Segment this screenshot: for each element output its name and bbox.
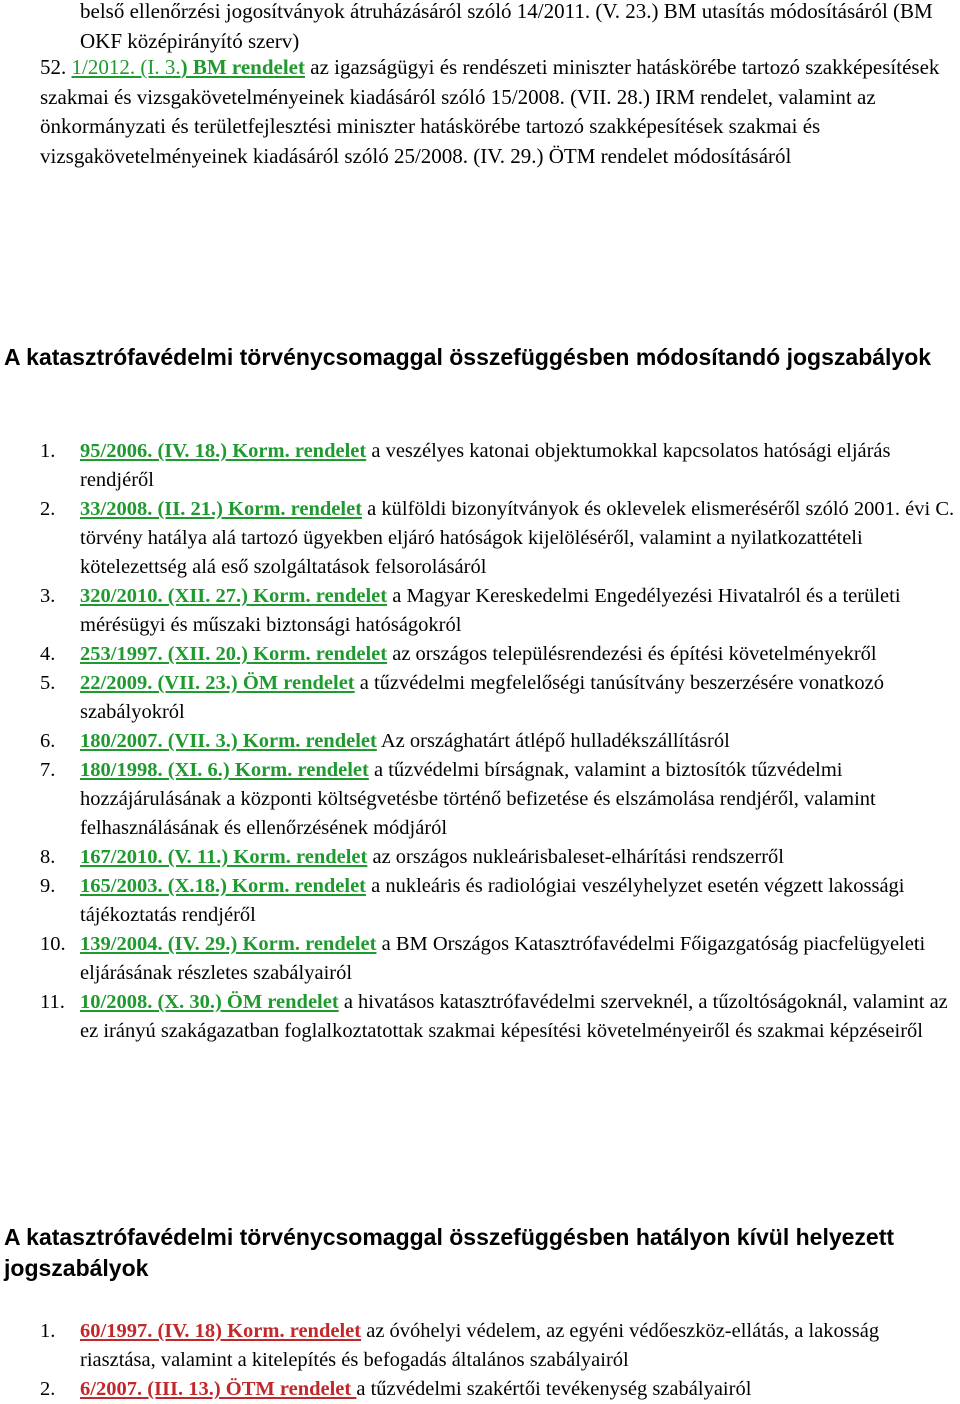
- list-item: [0, 582, 958, 640]
- item-description: az óvóhelyi védelem, az egyéni védőeszköz-ellátás, a lakosság riasztása, valamint a kitelepítés és befogadás általános szabályairól: [80, 1320, 880, 1371]
- item-link[interactable]: 1/2012. (I. 3.) BM rendelet: [71, 55, 305, 79]
- list-item: [0, 437, 958, 495]
- regulation-link[interactable]: 33/2008. (II. 21.) Korm. rendelet: [80, 498, 363, 520]
- regulation-link[interactable]: 167/2010. (V. 11.) Korm. rendelet: [80, 846, 368, 868]
- section-heading-modify: A katasztrófavédelmi törvénycsomaggal összefüggésben módosítandó jogszabályok: [4, 344, 932, 370]
- item-description: a nukleáris és radiológiai veszélyhelyzet esetén végzett lakossági tájékoztatás rendjéről: [80, 875, 905, 926]
- list-item: [0, 727, 958, 756]
- item-text: az igazságügyi és rendészeti miniszter hatáskörébe tartozó szakképesítések szakmai és vizsgakövetelményeinek kiadásáról szóló 15/2008. (VII. 28.) IRM rendelet, valamint az önkormányzati és területfejlesztési miniszter hatáskörébe tartozó szakképesítések szakmai és vizsgakövetelményeinek kiadásáról szóló 25/2008. (IV. 29.) ÖTM rendelet módosításáról: [40, 55, 940, 168]
- list-item: [0, 1375, 958, 1404]
- regulation-link[interactable]: 139/2004. (IV. 29.) Korm. rendelet: [80, 933, 377, 955]
- item-number: 6.: [40, 730, 56, 752]
- repealed-list: [0, 1317, 958, 1404]
- regulation-link[interactable]: 10/2008. (X. 30.) ÖM rendelet: [80, 991, 339, 1013]
- item-number: 4.: [40, 643, 56, 665]
- item-number: 5.: [40, 672, 56, 694]
- list-item: [0, 756, 958, 843]
- item-number: 52.: [40, 55, 67, 79]
- regulation-link[interactable]: 95/2006. (IV. 18.) Korm. rendelet: [80, 440, 367, 462]
- item-number: 1.: [40, 440, 56, 462]
- regulation-link[interactable]: 165/2003. (X.18.) Korm. rendelet: [80, 875, 366, 897]
- list-item: [0, 930, 958, 988]
- regulation-link[interactable]: 320/2010. (XII. 27.) Korm. rendelet: [80, 585, 388, 607]
- regulation-link[interactable]: 22/2009. (VII. 23.) ÖM rendelet: [80, 672, 355, 694]
- item-description: a tűzvédelmi bírságnak, valamint a biztosítók tűzvédelmi hozzájárulásának a központi költségvetésbe történő befizetése és elszámolása rendjéről, valamint felhasználásának és ellenőrzésének módjáról: [80, 759, 876, 839]
- item-number: 8.: [40, 846, 56, 868]
- regulation-link[interactable]: 253/1997. (XII. 20.) Korm. rendelet: [80, 643, 388, 665]
- regulation-link[interactable]: 60/1997. (IV. 18) Korm. rendelet: [80, 1320, 362, 1342]
- item-description: az országos nukleárisbaleset-elhárítási rendszerről: [367, 846, 785, 868]
- item-description: a külföldi bizonyítványok és oklevelek elismeréséről szóló 2001. évi C. törvény hatálya alá tartozó ügyekben eljáró hatóságok kijelöléséről, valamint a nyilatkozattételi kötelezettség alá eső szolgáltatások felsorolásáról: [80, 498, 955, 578]
- item-description: a Magyar Kereskedelmi Engedélyezési Hivatalról és a területi mérésügyi és műszaki biztonsági hatóságokról: [80, 585, 901, 636]
- item-number: 11.: [40, 991, 65, 1013]
- list-item: [0, 640, 958, 669]
- item-number: 1.: [40, 1320, 56, 1342]
- item-description: a tűzvédelmi megfelelőségi tanúsítvány beszerzésére vonatkozó szabályokról: [80, 672, 885, 723]
- item-description: az országos településrendezési és építési követelményekről: [387, 643, 877, 665]
- item-description: a veszélyes katonai objektumokkal kapcsolatos hatósági eljárás rendjéről: [80, 440, 891, 491]
- list-item: [0, 843, 958, 872]
- regulation-link[interactable]: 180/1998. (XI. 6.) Korm. rendelet: [80, 759, 369, 781]
- modify-list: [0, 437, 958, 1046]
- fragment-line: belső ellenőrzési jogosítványok átruházásáról szóló 14/2011. (V. 23.) BM utasítás módosításáról (BM OKF középirányító szerv): [80, 0, 933, 53]
- regulation-link[interactable]: 6/2007. (III. 13.) ÖTM rendelet: [80, 1378, 357, 1400]
- item-number: 3.: [40, 585, 56, 607]
- list-item: [0, 872, 958, 930]
- regulation-link[interactable]: 180/2007. (VII. 3.) Korm. rendelet: [80, 730, 377, 752]
- list-item: [0, 495, 958, 582]
- item-description: a tűzvédelmi szakértői tevékenység szabályairól: [356, 1378, 752, 1400]
- item-number: 10.: [40, 933, 66, 955]
- item-number: 2.: [40, 1378, 56, 1400]
- section-heading-repealed: A katasztrófavédelmi törvénycsomaggal összefüggésben hatályon kívül helyezett jogszabályok: [4, 1224, 895, 1281]
- list-item: [0, 669, 958, 727]
- item-number: 7.: [40, 759, 56, 781]
- top-fragment: [80, 0, 958, 56]
- top-list-item: [40, 53, 958, 171]
- item-description: a BM Országos Katasztrófavédelmi Főigazgatóság piacfelügyeleti eljárásának részletes szabályairól: [80, 933, 926, 984]
- list-item: [0, 988, 958, 1046]
- item-description: Az országhatárt átlépő hulladékszállításról: [376, 730, 730, 752]
- item-number: 9.: [40, 875, 56, 897]
- item-description: a hivatásos katasztrófavédelmi szerveknél, a tűzoltóságoknál, valamint az ez irányú szakágazatban foglalkoztatottak szakmai képesítési követelményeiről és szakmai képzéseiről: [80, 991, 948, 1042]
- item-number: 2.: [40, 498, 56, 520]
- list-item: [0, 1317, 958, 1375]
